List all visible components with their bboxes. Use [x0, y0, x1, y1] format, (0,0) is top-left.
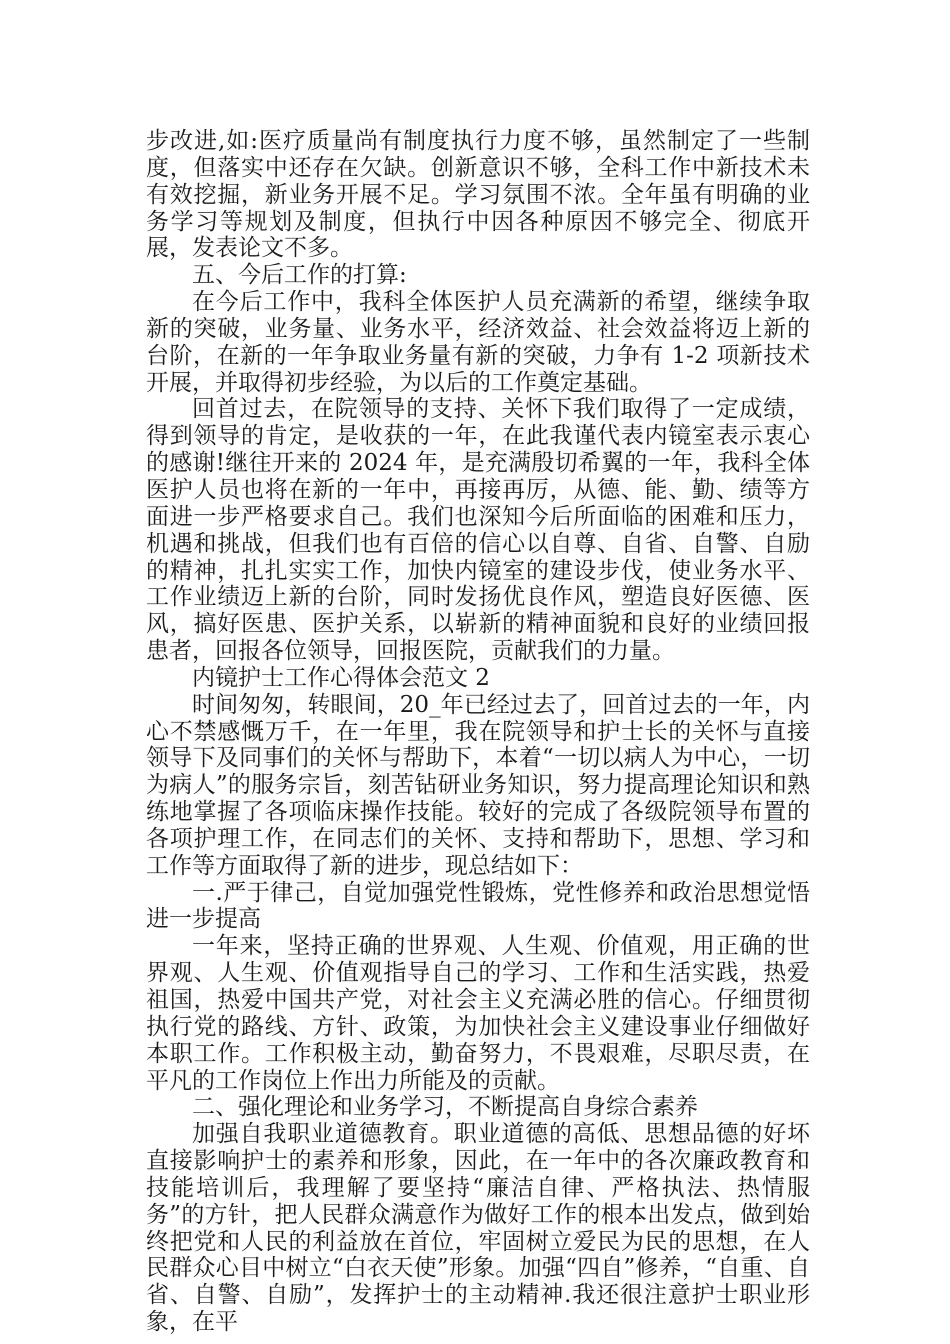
paragraph-future-plans: 在今后工作中，我科全体医护人员充满新的希望，继续争取新的突破，业务量、业务水平，经济效益、社会效益将迈上新的台阶，在新的一年争取业务量有新的突破，力争有 1-2 项新技术开展，并取得初步经验，为以后的工作奠定基础。: [146, 289, 810, 396]
paragraph-review: 回首过去，在院领导的支持、关怀下我们取得了一定成绩，得到领导的肯定，是收获的一年，在此我谨代表内镜室表示衷心的感谢!继往开来的 2024 年，是充满殷切希翼的一年，我科全体医护人员也将在新的一年中，再接再厉，从德、能、勤、绩等方面进一步严格要求自己。我们也深知今后所面临的困难和压力，机遇和挑战，但我们也有百倍的信心以自尊、自省、自警、自励的精神，扎扎实实工作，加快内镜室的建设步伐，使业务水平、工作业绩迈上新的台阶，同时发扬优良作风，塑造良好医德、医风，搞好医患、医护关系，以崭新的精神面貌和良好的业绩回报患者，回报各位领导，回报医院，贡献我们的力量。: [146, 396, 810, 665]
paragraph-continuation: 步改进,如:医疗质量尚有制度执行力度不够，虽然制定了一些制度，但落实中还存在欠缺。创新意识不够，全科工作中新技术未有效挖掘，新业务开展不足。学习氛围不浓。全年虽有明确的业务学习等规划及制度，但执行中因各种原因不够完全、彻底开展，发表论文不多。: [146, 128, 810, 262]
paragraph-intro: 时间匆匆，转眼间，20_年已经过去了，回首过去的一年，内心不禁感慨万千，在一年里，我在院领导和护士长的关怀与直接领导下及同事们的关怀与帮助下，本着“一切以病人为中心，一切为病人”的服务宗旨，刻苦钻研业务知识，努力提高理论知识和熟练地掌握了各项临床操作技能。较好的完成了各级院领导布置的各项护理工作，在同志们的关怀、支持和帮助下，思想、学习和工作等方面取得了新的进步，现总结如下：: [146, 691, 810, 879]
essay-title-2: 内镜护士工作心得体会范文 2: [192, 664, 490, 691]
section-heading-1: 一.严于律己，自觉加强党性锻炼，党性修养和政治思想觉悟进一步提高: [146, 879, 810, 933]
document-body: [146, 128, 810, 1336]
section-heading-2: 二、强化理论和业务学习，不断提高自身综合素养: [192, 1094, 698, 1121]
paragraph-section-2: 加强自我职业道德教育。职业道德的高低、思想品德的好坏直接影响护士的素养和形象，因此，在一年中的各次廉政教育和技能培训后，我理解了要坚持“廉洁自律、严格执法、热情服务”的方针，把人民群众满意作为做好工作的根本出发点，做到始终把党和人民的利益放在首位，牢固树立爱民为民的思想，在人民群众心目中树立“白衣天使”形象。加强“四自”修养，“自重、自省、自警、自励”，发挥护士的主动精神.我还很注意护士职业形象，在平: [146, 1121, 810, 1336]
section-heading-future-plans: 五、今后工作的打算:: [192, 262, 407, 289]
paragraph-section-1: 一年来，坚持正确的世界观、人生观、价值观，用正确的世界观、人生观、价值观指导自己的学习、工作和生活实践，热爱祖国，热爱中国共产党，对社会主义充满必胜的信心。仔细贯彻执行党的路线、方针、政策，为加快社会主义建设事业仔细做好本职工作。工作积极主动，勤奋努力，不畏艰难，尽职尽责，在平凡的工作岗位上作出力所能及的贡献。: [146, 933, 810, 1094]
